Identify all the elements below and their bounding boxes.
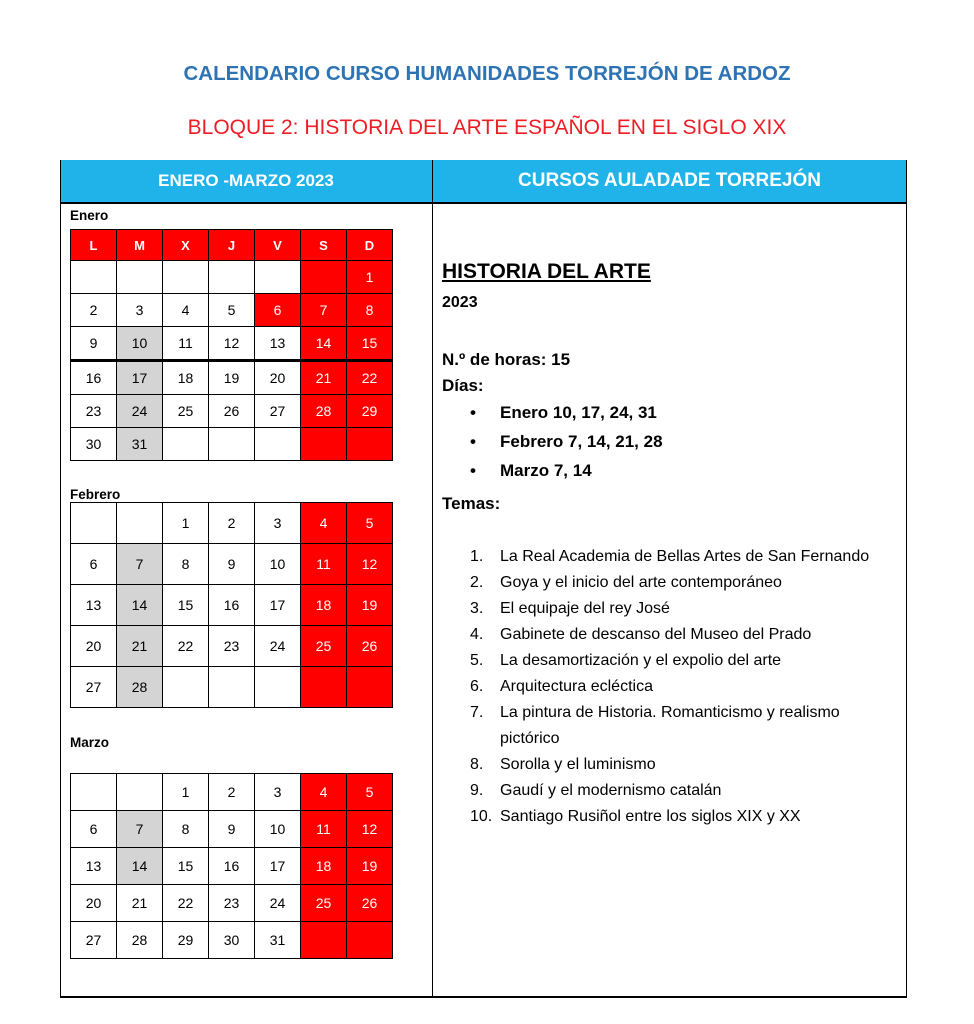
calendar-empty-cell [209,428,255,461]
month-label-enero: Enero [70,208,109,223]
frame-right-border [906,160,907,998]
calendar-day: 20 [71,885,117,922]
calendar-week-row [71,922,393,959]
course-themes-label: Temas: [442,494,501,513]
calendar-day: 18 [301,848,347,885]
theme-number: 9. [470,782,484,799]
weekday-header: S [301,230,347,261]
calendar-day: 12 [209,327,255,361]
calendar-day: 21 [117,885,163,922]
calendar-week-row [71,885,393,922]
calendar-empty-cell [209,261,255,294]
course-days-list [470,403,663,490]
calendar-day: 22 [163,626,209,667]
calendar-day: 7 [301,294,347,327]
theme-item [470,596,900,622]
footer-divider [60,996,907,998]
calendar-day: 13 [71,848,117,885]
calendar-day: 29 [163,922,209,959]
calendar-day: 31 [117,428,163,461]
course-day-item: • Marzo 7, 14 [470,461,663,490]
weekday-header: D [347,230,393,261]
theme-number: 1. [470,548,484,565]
calendar-day: 25 [301,885,347,922]
header-period: ENERO -MARZO 2023 [60,160,432,202]
course-day-item: • Febrero 7, 14, 21, 28 [470,432,663,461]
calendar-empty-cell [117,774,163,811]
calendar-day: 30 [209,922,255,959]
calendar-day: 7 [117,544,163,585]
calendar-day: 21 [117,626,163,667]
calendar-week-row [71,667,393,708]
calendar-day: 2 [209,774,255,811]
calendar-empty-cell [255,428,301,461]
calendar-day: 29 [347,395,393,428]
calendar-day: 8 [347,294,393,327]
calendar-week-row [71,428,393,461]
calendar-day: 6 [255,294,301,327]
calendar-empty-cell [163,428,209,461]
calendar-day: 17 [255,585,301,626]
calendar-day: 6 [71,811,117,848]
month-label-marzo: Marzo [70,735,110,750]
theme-text: Gaudí y el modernismo catalán [500,782,722,799]
calendar-day: 15 [347,327,393,361]
calendar-day: 20 [71,626,117,667]
calendar-day: 9 [71,327,117,361]
calendar-empty-cell [71,503,117,544]
calendar-day: 24 [255,626,301,667]
calendar-empty-cell [255,667,301,708]
calendar-day: 13 [71,585,117,626]
calendar-week-row [71,503,393,544]
calendar-day: 27 [255,395,301,428]
calendar-febrero [70,502,393,708]
page-title: CALENDARIO CURSO HUMANIDADES TORREJÓN DE ARDOZ [183,62,791,85]
calendar-day: 17 [255,848,301,885]
course-day-item: • Enero 10, 17, 24, 31 [470,403,663,432]
calendar-day: 13 [255,327,301,361]
theme-item [470,570,900,596]
calendar-day: 14 [117,585,163,626]
calendar-day: 19 [209,361,255,395]
calendar-day: 15 [163,585,209,626]
calendar-week-row [71,294,393,327]
calendar-day: 12 [347,811,393,848]
theme-item [470,544,900,570]
calendar-marzo [70,773,393,959]
theme-number: 10. [470,808,493,825]
header-courses: CURSOS AULADADE TORREJÓN [432,160,907,202]
theme-text: La Real Academia de Bellas Artes de San Fernando [500,548,870,565]
calendar-day: 3 [255,774,301,811]
calendar-day: 1 [163,774,209,811]
calendar-empty-cell [301,922,347,959]
calendar-day: 18 [301,585,347,626]
calendar-day: 1 [347,261,393,294]
calendar-day: 16 [209,848,255,885]
calendar-day: 7 [117,811,163,848]
calendar-day: 30 [71,428,117,461]
course-days-label: Días: [442,376,484,395]
calendar-empty-cell [163,261,209,294]
theme-text: La desamortización y el expolio del arte [500,652,782,669]
calendar-day: 10 [117,327,163,361]
calendar-day: 16 [71,361,117,395]
theme-number: 6. [470,678,484,695]
theme-text: Goya y el inicio del arte contemporáneo [500,574,782,591]
calendar-day: 8 [163,811,209,848]
calendar-day: 25 [163,395,209,428]
weekday-header: V [255,230,301,261]
weekday-header: M [117,230,163,261]
calendar-day: 27 [71,667,117,708]
calendar-day: 1 [163,503,209,544]
calendar-day: 19 [347,585,393,626]
calendar-day: 9 [209,811,255,848]
calendar-day: 16 [209,585,255,626]
theme-item [470,752,900,778]
calendar-week-row [71,774,393,811]
calendar-day: 26 [347,626,393,667]
theme-number: 7. [470,704,484,721]
weekday-header: J [209,230,255,261]
theme-text: La pintura de Historia. Romanticismo y realismo pictórico [500,704,840,747]
calendar-week-row [71,261,393,294]
calendar-day: 14 [117,848,163,885]
calendar-day: 24 [255,885,301,922]
calendar-day: 20 [255,361,301,395]
theme-text: Sorolla y el luminismo [500,756,656,773]
month-label-febrero: Febrero [70,487,121,502]
course-title: HISTORIA DEL ARTE [442,260,651,283]
calendar-day: 22 [163,885,209,922]
calendar-week-row [71,848,393,885]
theme-number: 2. [470,574,484,591]
calendar-day: 3 [255,503,301,544]
calendar-day: 26 [347,885,393,922]
calendar-day: 31 [255,922,301,959]
calendar-empty-cell [301,261,347,294]
calendar-empty-cell [71,774,117,811]
theme-item [470,700,900,752]
calendar-empty-cell [71,261,117,294]
calendar-day: 11 [301,811,347,848]
calendar-day: 28 [117,667,163,708]
calendar-day: 17 [117,361,163,395]
calendar-week-row [71,626,393,667]
column-divider [432,160,433,998]
course-hours: N.º de horas: 15 [442,350,571,369]
calendar-empty-cell [209,667,255,708]
calendar-empty-cell [117,261,163,294]
calendar-day: 4 [301,774,347,811]
calendar-day: 3 [117,294,163,327]
calendar-day: 25 [301,626,347,667]
calendar-day: 2 [209,503,255,544]
theme-number: 4. [470,626,484,643]
page-subtitle: BLOQUE 2: HISTORIA DEL ARTE ESPAÑOL EN EL SIGLO XIX [187,116,787,139]
theme-text: El equipaje del rey José [500,600,670,617]
calendar-week-row [71,585,393,626]
calendar-week-row [71,544,393,585]
calendar-day: 11 [163,327,209,361]
frame-left-border [60,160,61,998]
calendar-week-row [71,395,393,428]
calendar-day: 10 [255,544,301,585]
calendar-day: 6 [71,544,117,585]
calendar-empty-cell [347,667,393,708]
calendar-week-row [71,811,393,848]
calendar-empty-cell [117,503,163,544]
theme-text: Santiago Rusiñol entre los siglos XIX y XX [500,808,801,825]
calendar-day: 18 [163,361,209,395]
theme-number: 8. [470,756,484,773]
calendar-day: 26 [209,395,255,428]
calendar-day: 2 [71,294,117,327]
calendar-day: 27 [71,922,117,959]
theme-item [470,648,900,674]
header-divider [60,202,907,204]
theme-item [470,674,900,700]
theme-item [470,804,900,830]
calendar-day: 9 [209,544,255,585]
calendar-empty-cell [347,922,393,959]
weekday-header-row [71,230,393,261]
calendar-day: 23 [209,885,255,922]
theme-number: 3. [470,600,484,617]
theme-item [470,622,900,648]
calendar-day: 23 [209,626,255,667]
weekday-header: X [163,230,209,261]
calendar-day: 19 [347,848,393,885]
calendar-day: 12 [347,544,393,585]
calendar-day: 4 [301,503,347,544]
calendar-empty-cell [301,667,347,708]
course-themes-list [470,544,900,830]
calendar-day: 23 [71,395,117,428]
calendar-day: 28 [301,395,347,428]
calendar-day: 14 [301,327,347,361]
calendar-day: 8 [163,544,209,585]
weekday-header: L [71,230,117,261]
calendar-empty-cell [163,667,209,708]
calendar-day: 22 [347,361,393,395]
calendar-empty-cell [347,428,393,461]
calendar-day: 5 [347,503,393,544]
calendar-day: 5 [347,774,393,811]
calendar-week-row [71,327,393,361]
calendar-empty-cell [301,428,347,461]
calendar-empty-cell [255,261,301,294]
theme-number: 5. [470,652,484,669]
calendar-day: 10 [255,811,301,848]
course-year: 2023 [442,294,478,311]
theme-text: Gabinete de descanso del Museo del Prado [500,626,812,643]
calendar-day: 24 [117,395,163,428]
calendar-day: 15 [163,848,209,885]
calendar-day: 5 [209,294,255,327]
theme-item [470,778,900,804]
calendar-day: 4 [163,294,209,327]
calendar-week-row [71,361,393,395]
calendar-day: 11 [301,544,347,585]
calendar-day: 28 [117,922,163,959]
calendar-enero [70,229,393,461]
calendar-day: 21 [301,361,347,395]
theme-text: Arquitectura ecléctica [500,678,653,695]
